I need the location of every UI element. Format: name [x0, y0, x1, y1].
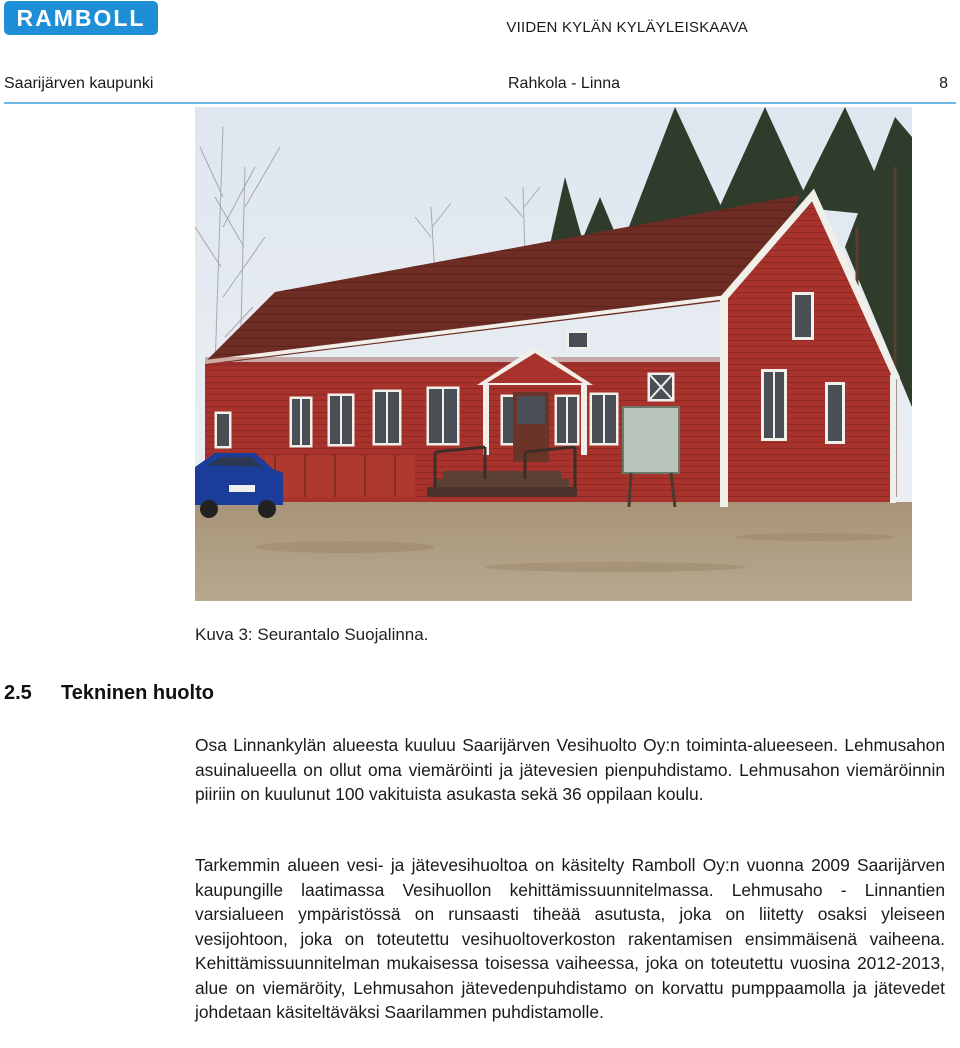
header-divider [4, 102, 956, 104]
header-area: Rahkola - Linna [508, 75, 621, 92]
paragraph: Osa Linnankylän alueesta kuuluu Saarijärven Vesihuolto Oy:n toiminta-alueeseen. Lehmusahon asuinalueella on ollut oma viemäröinti ja jätevesien pienpuhdistamo. Lehmusahon viemäröinnin piiriin on kuulunut 100 vakituista asukasta sekä 36 oppilaan koulu. [195, 735, 945, 804]
building-photo [195, 107, 912, 601]
section-heading [4, 682, 214, 705]
logo-text: RAMBOLL [16, 4, 146, 31]
running-header [4, 75, 952, 99]
document-title: VIIDEN KYLÄN KYLÄYLEISKAAVA [506, 19, 748, 36]
section-number: 2.5 [4, 682, 32, 704]
paragraph: Tarkemmin alueen vesi- ja jätevesihuoltoa on käsitelty Ramboll Oy:n vuonna 2009 Saarijärven kaupungille laatimassa Vesihuollon kehittämissuunnitelmassa. Lehmusaho - Linnantien varsialueen ympäristössä on runsaasti tiheää asutusta, joka on liitetty osaksi yleiseen vesijohtoon, joka on toteutettu vesihuoltoverkoston rakentamisen ensimmäisenä vaiheena. Kehittämissuunnitelman mukaisessa toisessa vaiheessa, joka on toteutettu vuosina 2012-2013, alue on viemäröity, Lehmusahon jätevedenpuhdistamo on korvattu pumppaamolla ja jätevedet johdetaan käsiteltäväksi Saarilammen puhdistamolle. [195, 855, 945, 1022]
section-title: Tekninen huolto [61, 682, 214, 704]
header-client: Saarijärven kaupunki [4, 75, 154, 92]
figure-caption: Kuva 3: Seurantalo Suojalinna. [195, 625, 429, 644]
page-number: 8 [939, 75, 948, 92]
ramboll-logo [4, 1, 158, 35]
